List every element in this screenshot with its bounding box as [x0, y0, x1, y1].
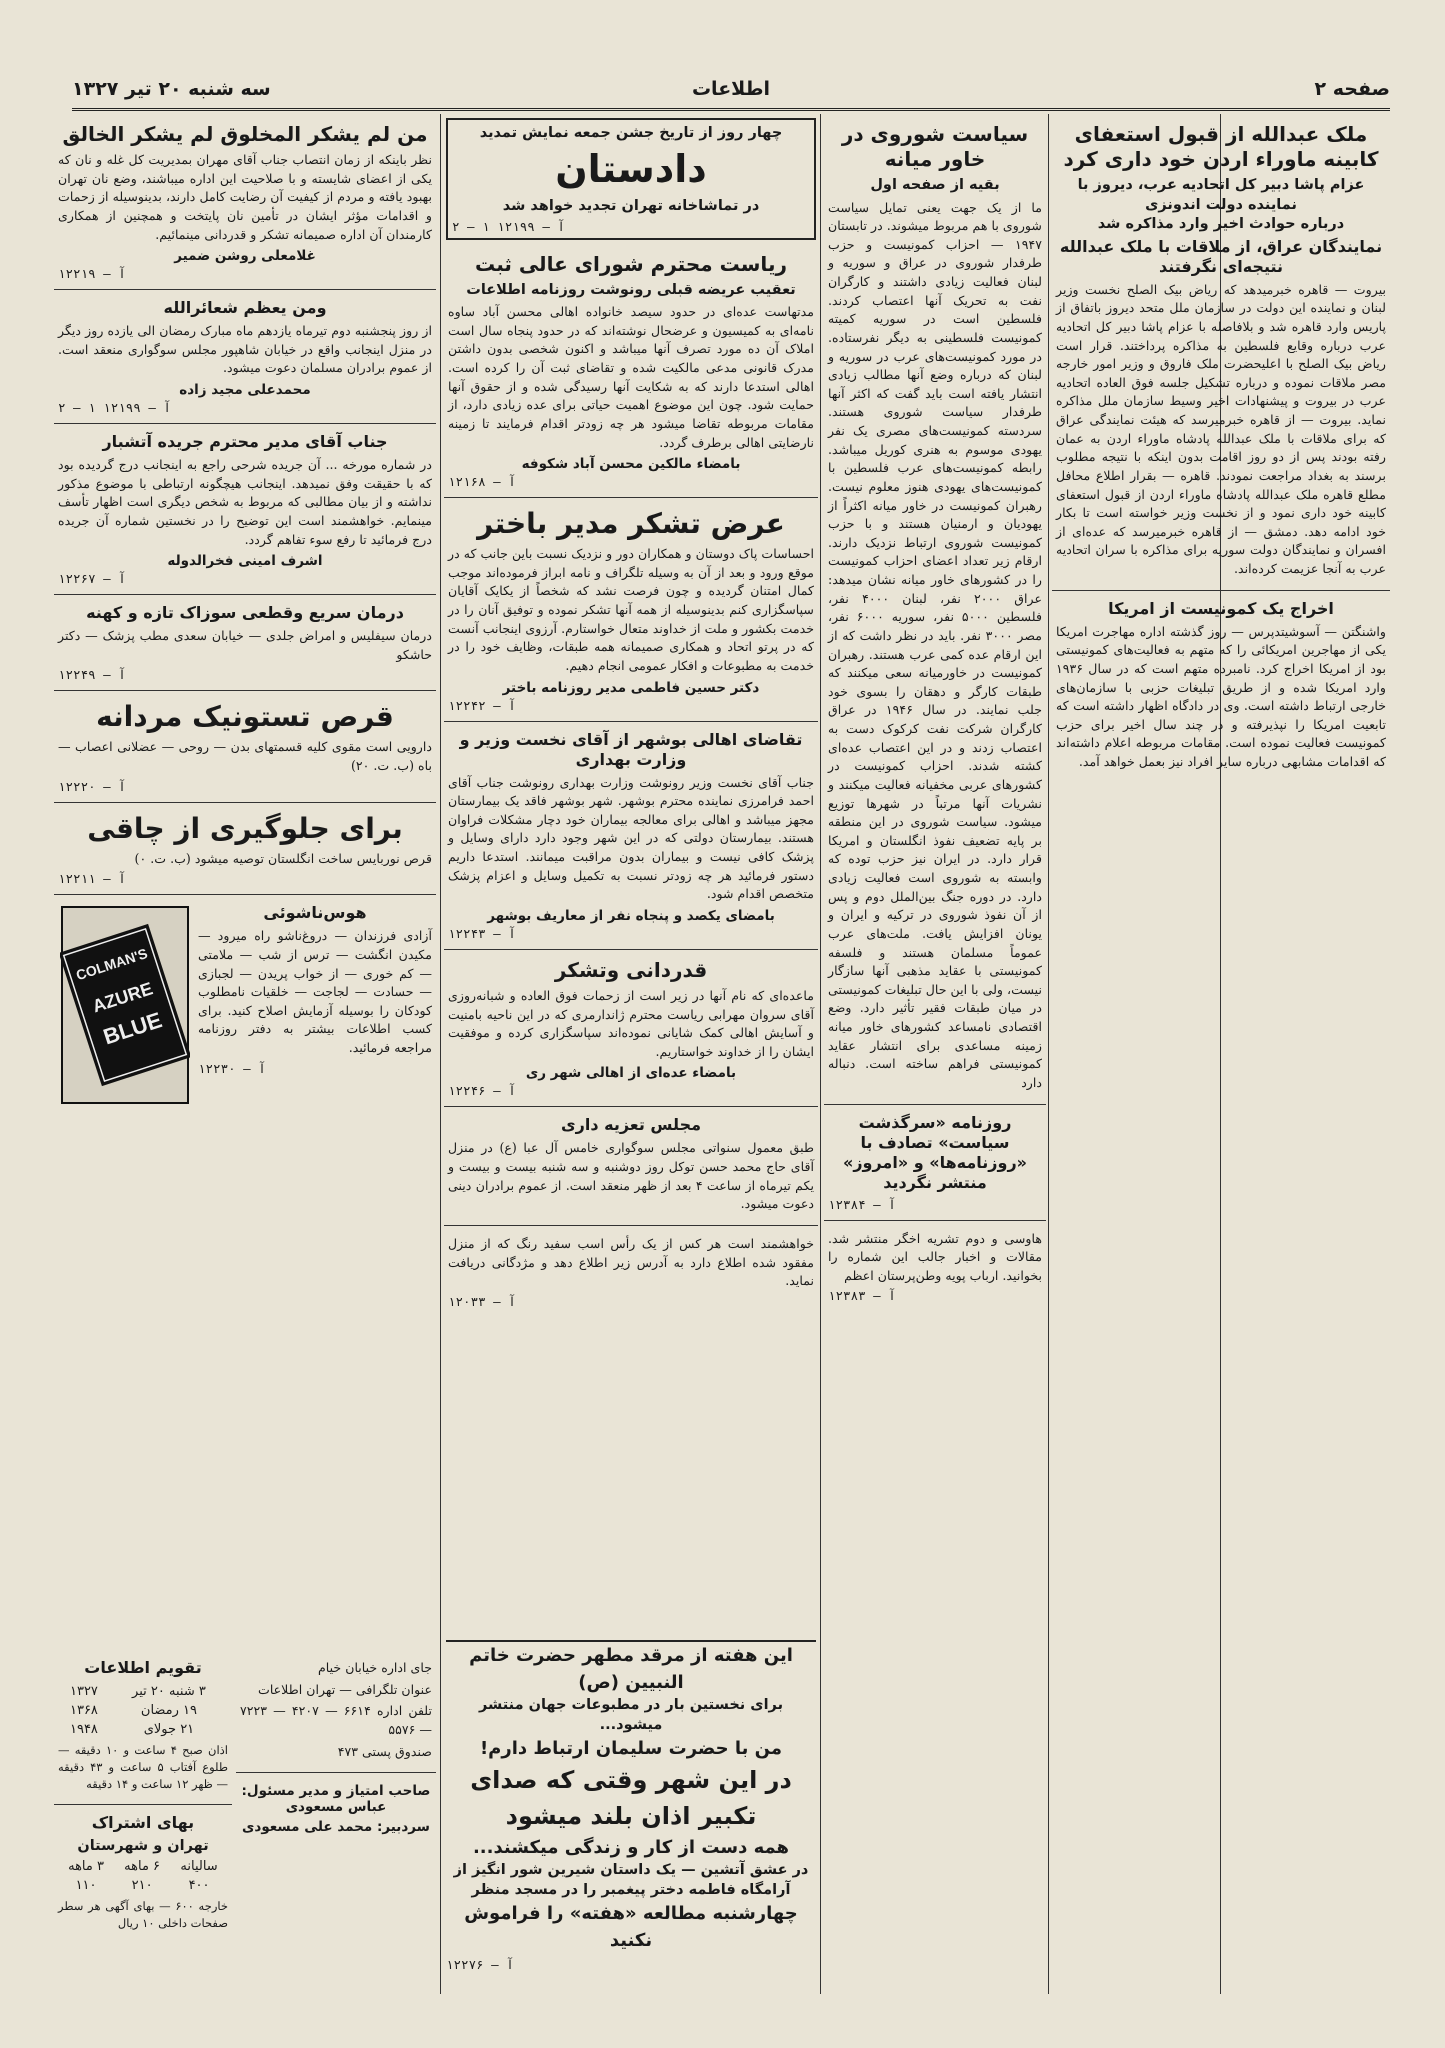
info-column	[54, 1650, 232, 1995]
ad-colmans	[54, 895, 436, 1083]
ad-line: این هفته از مرقد مطهر حضرت خاتم النبیین (ص)	[469, 1645, 793, 1693]
article-body: ماعده‌ای که نام آنها در زیر است از زحمات فوق العاده و شبانه‌روزی آقای سروان مهرابی ریاست محترم ژاندارمری که در این ناحیه بامنیت و آسایش اهالی کمک شایانی نموده‌اند سپاسگزاری کرده و موفقیت ایشان را از خداوند خواستاریم.	[448, 987, 814, 1059]
ad-reference: آ — ۱۲۲۱۱	[58, 871, 126, 887]
ad-slimming	[54, 803, 436, 896]
ad-reference: آ — ۱۲۲۶۷	[58, 571, 126, 587]
letter-atashbar	[54, 424, 436, 595]
address-line: جای اداره خیابان خیام	[317, 1660, 432, 1675]
ad-reference: آ — ۱۲۱۹۹ ۱ — ۲	[452, 218, 565, 234]
calendar-title: تقویم اطلاعات	[84, 1658, 202, 1677]
calendar-row: ۲۱ جولای ۱۹۴۸	[69, 1722, 195, 1737]
subheadline: نمایندگان عراق، از ملاقات با ملک عبدالله نتیجه‌ای نگرفتند	[1059, 236, 1383, 276]
subscription-note: خارجه ۶۰۰ — بهای آگهی هر سطر صفحات داخلی ۱۰ ریال	[58, 1898, 228, 1930]
subheadline: تعقیب عریضه قبلی رونوشت روزنامه اطلاعات	[466, 281, 796, 298]
article-communist-expelled	[1052, 591, 1390, 783]
colmans-blue-illustration	[60, 905, 190, 1105]
headline: عرض تشکر مدیر باختر	[477, 507, 785, 541]
mourning-majidzadeh	[54, 290, 436, 424]
signature: بامضاء عده‌ای از اهالی شهر ری	[525, 1065, 737, 1082]
subheadline: بقیه از صفحه اول	[870, 177, 1000, 193]
column-rule	[440, 114, 441, 1994]
headline: روزنامه «سرگذشت سیاست» تصادف با «روزنامه‌ها» و «امروز» منتشر نگردید	[842, 1112, 1028, 1192]
header-date: سه شنبه ۲۰ تیر ۱۳۲۷	[72, 78, 271, 100]
prayer-times: اذان صبح ۴ ساعت و ۱۰ دقیقه — طلوع آفتاب ۵ ساعت و ۴۳ دقیقه — ظهر ۱۲ ساعت و ۱۴ دقیقه	[58, 1743, 228, 1792]
headline: درمان سریع وقطعی سوزاک تازه و کهنه	[86, 603, 404, 623]
subscription-title: بهای اشتراک	[91, 1813, 195, 1833]
ad-reference: آ — ۱۲۲۱۹	[58, 266, 126, 282]
ad-reference: آ — ۱۲۳۸۳	[828, 1288, 896, 1304]
headline: جناب آقای مدیر محترم جریده آتشبار	[102, 432, 388, 451]
ad-reference: آ — ۱۲۲۳۰	[198, 1060, 266, 1076]
ad-hafteh	[446, 1640, 816, 1994]
ad-line: چهارشنبه مطالعه «هفته» را فراموش نکنید	[464, 1903, 798, 1952]
ad-reference: آ — ۱۲۲۷۶	[446, 1957, 514, 1973]
ad-reference: آ — ۱۲۲۴۲	[448, 697, 516, 713]
headline: ومن یعظم شعائرالله	[163, 298, 327, 318]
ad-title: برای جلوگیری از چاقی	[87, 811, 403, 845]
ad-reference: آ — ۱۲۱۹۹ ۱ — ۲	[58, 400, 171, 415]
article-body: واشنگتن — آسوشیتدپرس — روز گذشته اداره مهاجرت امریکا یکی از مهاجرین امریکائی را که متهم به فعالیت‌های کمونیستی بود از امریکا اخراج کرد. نامبرده متهم است که در سال ۱۹۳۶ وارد امریکا شده و از طریق تبلیغات حزبی با سازمان‌های خارجی ارتباط داشته است. وی در دادگاه اظهار داشته است که تابعیت امریکا را نپذیرفته و در چند سال اخیر برای حزب کمونیست فعالیت نموده است. مقامات مربوطه اعلام داشته‌اند که اقدامات مشابهی درباره سایر افراد نیز بعمل خواهد آمد.	[1056, 623, 1386, 770]
ad-word: BLUE	[100, 1007, 165, 1050]
ad-body: درمان سیفلیس و امراض جلدی — خیابان سعدی مطب پزشک — دکتر حاشکو	[58, 628, 432, 662]
article-abdullah	[1052, 114, 1390, 591]
signature: بامضاء مالکین محسن آباد شکوفه	[521, 456, 741, 473]
ad-product: AZURE	[89, 978, 156, 1017]
article-body: از روز پنجشنبه دوم تیرماه یازدهم ماه مبارک رمضان الی یازده روز دیگر در منزل اینجانب واقع در خیابان شاهپور مجلس سوگواری منعقد است. از عموم برادران مسلمان دعوت میشود.	[58, 323, 432, 376]
thanks-bread	[54, 114, 436, 290]
ad-testonic	[54, 691, 436, 802]
ad-reference: آ — ۱۲۲۲۰	[58, 778, 126, 794]
ad-dadestan	[446, 118, 816, 240]
address-line: عنوان تلگرافی — تهران اطلاعات	[257, 1681, 432, 1697]
ad-reference: آ — ۱۲۲۴۹	[58, 667, 126, 683]
headline: تقاضای اهالی بوشهر از آقای نخست وزیر و وزارت بهداری	[459, 729, 803, 769]
thanks-bakhtar	[444, 498, 818, 721]
calendar-table	[58, 1682, 228, 1739]
owner-box	[236, 1773, 436, 1843]
ad-reference: آ — ۱۲۱۶۸	[448, 474, 516, 490]
signature: بامضای یکصد و پنجاه نفر از معاریف بوشهر	[487, 907, 775, 924]
ad-subtitle: در تماشاخانه تهران تجدید خواهد شد	[502, 198, 760, 215]
owner-line: صاحب امتیاز و مدیر مسئول: عباس مسعودی	[241, 1783, 431, 1816]
letter-registry	[444, 244, 818, 499]
owner-line: سردبیر: محمد علی مسعودی	[242, 1819, 430, 1836]
headline: من لم یشکر المخلوق لم یشکر الخالق	[62, 122, 428, 146]
ad-reference: آ — ۱۲۲۴۳	[448, 925, 516, 941]
column-rule	[1048, 114, 1049, 1994]
subheadline: درباره حوادث اخیر وارد مذاکره شد	[1097, 216, 1345, 233]
headline: ریاست محترم شورای عالی ثبت	[475, 251, 787, 276]
page-number: صفحه ۲	[1314, 78, 1390, 100]
headline: ملک عبدالله از قبول استعفای کابینه ماوراء اردن خود داری کرد	[1063, 122, 1379, 171]
calendar-row: ۱۹ رمضان ۱۳۶۸	[69, 1703, 198, 1718]
ad-clinic	[54, 595, 436, 691]
column-1	[1052, 114, 1390, 1994]
lost-notice	[444, 1226, 818, 1317]
headline: سیاست شوروی در خاور میانه	[841, 122, 1029, 171]
article-body: در شماره مورخه ... آن جریده شرحی راجع به اینجانب درج گردیده بود که با حقیقت وفق نمیدهد. اینجانب هیچگونه ارتباطی با موضوع مذکور نداشته و از بیان مطالبی که مربوط به شخص دیگری است اظهار تأسف مینمایم. خواهشمند است این توضیح را در نخستین شماره آن جریده درج فرمائید تا رفع سوء تفاهم گردد.	[58, 457, 432, 547]
column-2	[824, 114, 1046, 1994]
calendar	[54, 1650, 232, 1805]
ad-reference: آ — ۱۲۳۸۴	[828, 1196, 896, 1212]
request-bushehr	[444, 722, 818, 950]
ad-line: در این شهر وقتی که صدای تکبیر اذان بلند میشود	[470, 1766, 792, 1831]
signature: محمدعلی مجید زاده	[179, 382, 311, 398]
masthead: اطلاعات	[691, 78, 771, 100]
headline: اخراج یک کمونیست از امریکا	[1108, 598, 1334, 618]
ad-line: همه دست از کار و زندگی میکشند...	[472, 1837, 790, 1859]
appreciation	[444, 950, 818, 1108]
address-box	[236, 1650, 436, 1773]
signature: غلامعلی روشن ضمیر	[174, 248, 316, 265]
headline: قدردانی وتشکر	[554, 957, 708, 982]
article-body: هاوسی و دوم تشریه اخگر منتشر شد. مقالات و اخبار جالب این شماره را بخوانید. ارباب پویه وطن‌پرستان اعظم	[828, 1230, 1042, 1283]
subscription	[54, 1805, 232, 1943]
ad-body: آزادی فرزندان — دروغ‌ناشو راه میرود — مکیدن انگشت — ترس از شب — ملامتی — کم خوری — از خواب پریدن — لجبازی — حسادت — لجاجت — خلقیات نامطلوب کودکان را بوسیله آزمایش اصلاح کنید. برای کسب اطلاعات بیشتر به دفتر روزنامه مراجعه فرمائید.	[198, 928, 432, 1055]
ad-body: قرص نوربایس ساخت انگلستان توصیه میشود (ب. ت. ۰)	[134, 850, 432, 866]
page-header	[72, 72, 1390, 111]
article-soviet-policy	[824, 114, 1046, 1105]
signature: اشرف امینی فخرالدوله	[167, 553, 323, 570]
ad-line: برای نخستین بار در مطبوعات جهان منتشر میشود...	[478, 1697, 784, 1733]
article-body: خواهشمند است هر کس از یک رأس اسب سفید رنگ که از منزل مفقود شده اطلاع دارد به آدرس زیر اطلاع دهد و مژدگانی دریافت نماید.	[448, 1235, 814, 1289]
ad-kicker: چهار روز از تاریخ جشن جمعه نمایش تمدید	[479, 125, 783, 141]
article-body: احساسات پاک دوستان و همکاران دور و نزدیک نسبت باین جانب که در موقع ورود و بعد از آن به وسیله تلگراف و نامه ابراز فرموده‌اند موجب کمال امتنان گردیده و چون فرصت نشد که شخصاً از یکایک آقایان سپاسگزاری کنم بدینوسیله از همه آنها تشکر نموده و توفیق آنان را در خدمت بکشور و ملت از خداوند متعال خواستارم. آرزوی اینجانب آنست که در پرتو اتحاد و همکاری صمیمانه همه طبقات، وظایف خود را در خدمت به مطبوعات و افکار عمومی انجام دهیم.	[448, 546, 814, 673]
article-body: ما از یک جهت یعنی تمایل سیاست شوروی با هم مربوط میشوند. در تابستان ۱۹۴۷ — احزاب کمونیست و حزب طرفدار شوروی در عراق و سوریه و لبنان فعالیت زیادی داشتند و کارگران نفت به تحریک آنها اعتصاب کردند. فلسطین است در سوریه کمیته کمونیست فلسطینی به دیگر نفرستاده. در مورد کمونیست‌های عرب در سوریه و لبنان که درباره وضع آنها مطالب زیادی انتشار یافته است باید گفت که اکثر آنها طرفدار سیاست شوروی هستند. سردسته کمونیست‌های مصری یک نفر یهودی موسوم به هنری کوریل میباشد. رابطه کمونیست‌های عرب فلسطین با کمونیست‌های یهودی هنوز معلوم نیست. رهبران کمونیست در خاور میانه اکثراً از یهودیان و ارمنیان هستند و با حزب کمونیست شوروی ارتباط نزدیک دارند. ارقام زیر تعداد اعضای احزاب کمونیست را در کشورهای خاور میانه نشان میدهد: عراق ۲۰۰۰ نفر، لبنان ۴۰۰۰ نفر، فلسطین ۵۰۰۰ نفر، سوریه ۶۰۰۰ نفر، مصر ۳۰۰۰ نفر. باید در نظر داشت که از این ارقام عده کمی عرب هستند. رهبران کمونیست در خاورمیانه سعی میکنند که طبقات کارگر و دهقان را بسوی خود جلب نمایند. در سال ۱۹۴۶ در عراق کارگران شرکت نفت کرکوک دست به اعتصاب زدند و در این اعتصاب عده‌ای کشته شدند. احزاب کمونیست در کشورهای عربی مخفیانه فعالیت میکنند و نشریات آنها مرتباً در شهرها توزیع میشود. سیاست شوروی در این منطقه بر پایه تضعیف نفوذ انگلستان و امریکا قرار دارد. در ایران نیز حزب توده که وابسته به شوروی است فعالیت زیادی دارد. در دوره جنگ بین‌الملل دوم و پس از آن نفوذ شوروی در ترکیه و ایران و یونان افزایش یافت. ملت‌های عرب عموماً مسلمان هستند و فلسفه کمونیستی با عقاید مذهبی آنها سازگار نیست، ولی با این حال تبلیغات کمونیستی در میان طبقات فقیر تأثیر دارد. وضع اقتصادی نامساعد کشورهای خاور میانه زمینه مساعدی برای انتشار عقاید کمونیستی فراهم ساخته است. دنباله دارد	[828, 199, 1043, 1090]
product-box-icon	[60, 905, 190, 1105]
notice-newspaper	[824, 1105, 1046, 1221]
ad-line: در عشق آتشین — یک داستان شیرین شور انگیز از	[453, 1862, 809, 1879]
address-line: تلفن اداره ۶۶۱۴ — ۴۲۰۷ — ۷۲۲۳ — ۵۵۷۶	[240, 1703, 432, 1737]
column-4	[54, 114, 436, 1644]
ad-title: هوس‌ناشوئی	[263, 903, 367, 923]
ad-line: من با حضرت سلیمان ارتباط دارم!	[479, 1738, 783, 1760]
ad-brand: COLMAN'S	[73, 945, 150, 984]
address-line: صندوق پستی ۴۷۳	[337, 1743, 432, 1759]
article-body: جناب آقای نخست وزیر رونوشت وزارت بهداری رونوشت جناب آقای احمد فرامرزی نماینده محترم بوشهر. شهر بوشهر فاقد یک بیمارستان مجهز میباشد و اهالی برای معالجه بیماران خود دچار مشکلات فراوان هستند. بیمارستان دولتی که در این شهر وجود دارد دارای وسایل و پزشک کافی نیست و بیماران بدون مراقبت میمانند. استدعا داریم دستور فرمائید هر چه زودتر نسبت به تکمیل وسایل و اعزام پزشک متخصص اقدام شود.	[448, 774, 814, 902]
ad-reference: آ — ۱۲۰۳۳	[448, 1293, 516, 1309]
subheadline: عزام پاشا دبیر کل اتحادیه عرب، دیروز با نماینده دولت اندونزی	[1077, 177, 1365, 213]
article-body: مدتهاست عده‌ای در حدود سیصد خانواده اهالی محسن آباد ساوه نامه‌ای به کمیسیون و عرضحال نوشته‌اند که در حدود پنجاه سال است املاک آن ده مورد تصرف آنها میباشد و اکنون شخصی بدون داشتن مدرک قانونی مدعی مالکیت شده و تقاضای ثبت آن را کرده است. اهالی استدعا دارند که به شکایت آنها رسیدگی شده و از حقوق آنها حمایت شود. چون این موضوع اهمیت حیاتی برای عده زیادی دارد، از مقامات مربوطه تقاضا میشود هر چه زودتر اقدام فرمایند تا زمینه نارضایتی اهالی برطرف گردد.	[448, 304, 814, 450]
ad-body: دارویی است مقوی کلیه قسمتهای بدن — روحی — عضلانی اعصاب — باه (ب. ت. ۲۰)	[58, 739, 432, 773]
notice-akhgar	[824, 1221, 1046, 1312]
ad-title: قرص تستونیک مردانه	[96, 700, 394, 734]
ad-title: دادستان	[555, 146, 707, 191]
ad-line: آرامگاه فاطمه دختر پیغمبر را در مسجد منظر	[471, 1881, 791, 1898]
article-body: طبق معمول سنواتی مجلس سوگواری خامس آل عبا (ع) در منزل آقای حاج محمد حسن توکل روز دوشنبه و سه شنبه بیست و بیست و یکم تیرماه از ساعت ۴ بعد از ظهر منعقد است. از عموم برادران دینی دعوت میشود.	[448, 1140, 814, 1212]
subscription-table: سالیانه ۶ ماهه ۳ ماهه ۴۰۰ ۲۱۰ ۱۱۰	[68, 1858, 218, 1893]
headline: مجلس تعزیه داری	[561, 1115, 701, 1135]
ad-reference: آ — ۱۲۲۴۶	[448, 1083, 516, 1099]
address-column	[236, 1650, 436, 1995]
signature: دکتر حسین فاطمی مدیر روزنامه باختر	[502, 679, 760, 696]
article-body: بیروت — قاهره خبرمیدهد که ریاض بیک الصلح نخست وزیر لبنان و نماینده این دولت در سازمان ملل متحد دیروز باتفاق از پاریس وارد قاهره شد و بلافاصله با عزام پاشا دبیر کل اتحادیه عرب درباره وقایع فلسطین به مذاکره پرداختند. قرار است ریاض بیک الصلح با اعلیحضرت ملک فاروق و وزیر امور خارجه مصر ملاقات نموده و درباره تشکیل جلسه فوق العاده اتحادیه عرب در بیروت و پیشنهادات اخیر وسیط سازمان ملل مذاکره نماید. بیروت — از قاهره خبرمیرسد که هیئت نمایندگی عراق که برای ملاقات با ملک عبدالله پادشاه ماوراء اردن به عمان رفته بودند پس از دو روز اقامت بدون اینکه با نتیجه مطلوب برسند به بغداد مراجعت نمودند. قاهره — بقرار اطلاع محافل مطلع قاهره ملک عبدالله پادشاه ماوراء اردن از قبول استعفای کابینه خود داری نمود و از نخست وزیر خواسته است تا بکار خود ادامه دهد. دمشق — از قاهره خبرمیرسد که عده‌ای از افسران و نمایندگان دولت سوریه برای مذاکره با سران اتحادیه عرب به آنجا عزیمت کرده‌اند.	[1056, 281, 1386, 577]
column-rule	[820, 114, 821, 1994]
subscription-sub: تهران و شهرستان	[77, 1838, 209, 1855]
article-body: نظر باینکه از زمان انتصاب جناب آقای مهران بمدیریت کل غله و نان که یکی از اعضای شایسته و با صلاحیت این اداره میباشند، وضع نان تهران بهبود یافته و مردم از کیفیت آن رضایت کامل دارند، بدینوسیله از زحمات و اقدامات مؤثر ایشان در تأمین نان پایتخت و همچنین از همکاری کارمندان آن اداره صمیمانه تشکر و قدردانی مینمائیم.	[58, 152, 432, 242]
calendar-row: ۳ شنبه ۲۰ تیر ۱۳۲۷	[69, 1684, 206, 1699]
mourning-notice	[444, 1107, 818, 1226]
